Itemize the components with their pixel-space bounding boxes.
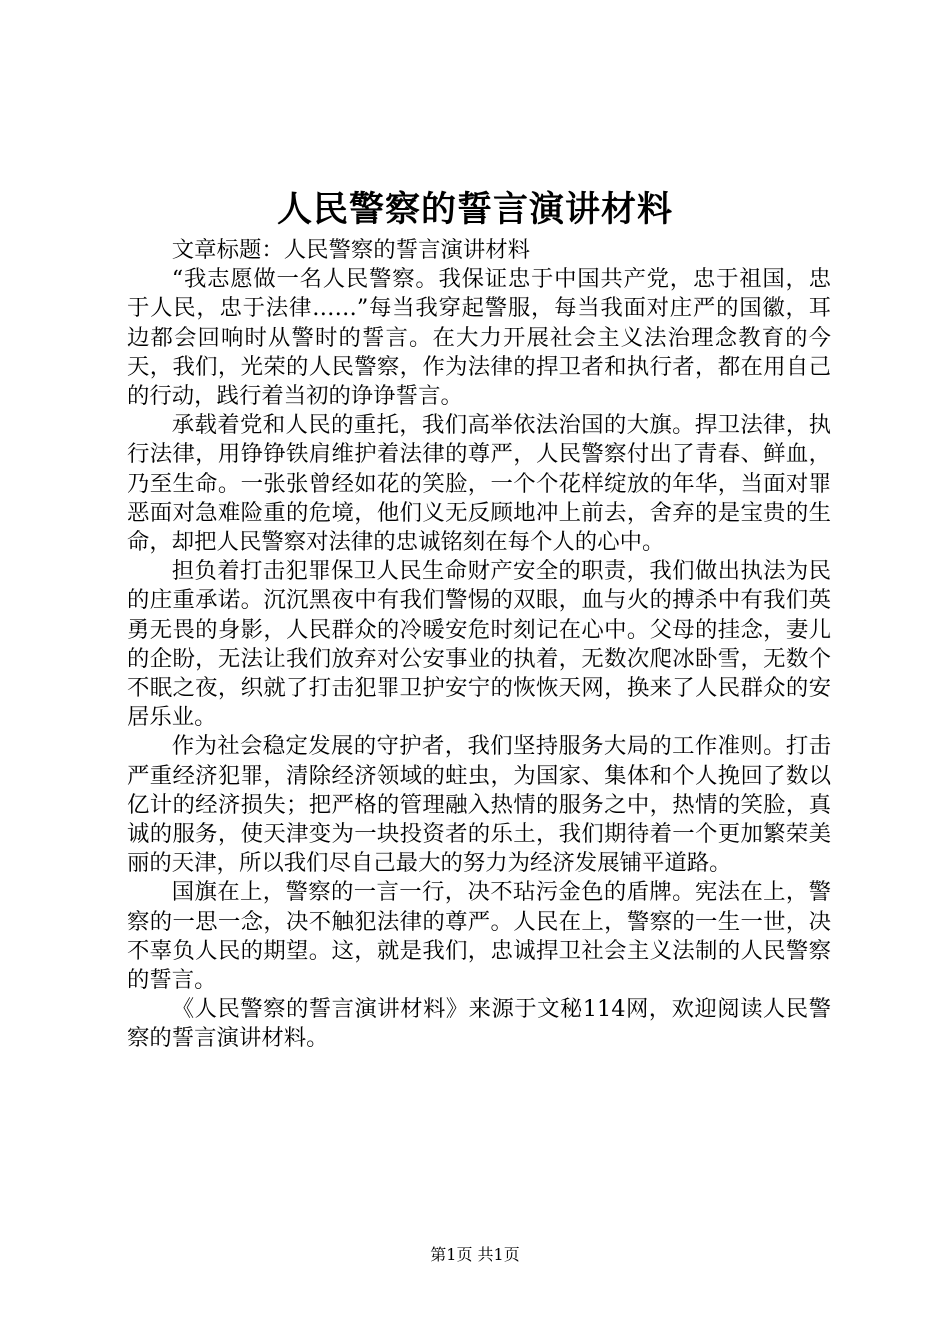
document-title: 人民警察的誓言演讲材料 [276,189,673,230]
paragraph-guardian: 作为社会稳定发展的守护者，我们坚持服务大局的工作准则。打击严重经济犯罪，清除经济领域的蛀虫，为国家、集体和个人挽回了数以亿计的经济损失；把严格的管理融入热情的服务之中，热情的笑脸，真诚的服务，使天津变为一块投资者的乐土，我们期待着一个更加繁荣美丽的天津，所以我们尽自己最大的努力为经济发展铺平道路。 [127,733,831,877]
paragraph-source: 《人民警察的誓言演讲材料》来源于文秘114网，欢迎阅读人民警察的誓言演讲材料。 [127,996,831,1052]
paragraph-flag: 国旗在上，警察的一言一行，决不玷污金色的盾牌。宪法在上，警察的一思一念，决不触犯法律的尊严。人民在上，警察的一生一世，决不辜负人民的期望。这，就是我们，忠诚捍卫社会主义法制的人民警察的誓言。 [127,879,831,994]
paragraph-article-title: 文章标题：人民警察的誓言演讲材料 [171,237,531,263]
paragraph-trust: 承载着党和人民的重托，我们高举依法治国的大旗。捍卫法律，执行法律，用铮铮铁肩维护着法律的尊严，人民警察付出了青春、鲜血，乃至生命。一张张曾经如花的笑脸，一个个花样绽放的年华，当面对罪恶面对急难险重的危境，他们义无反顾地冲上前去，舍弃的是宝贵的生命，却把人民警察对法律的忠诚铭刻在每个人的心中。 [127,412,831,556]
paragraph-oath: “我志愿做一名人民警察。我保证忠于中国共产党，忠于祖国，忠于人民，忠于法律……”每当我穿起警服，每当我面对庄严的国徽，耳边都会回响时从警时的誓言。在大力开展社会主义法治理念教育的今天，我们，光荣的人民警察，作为法律的捍卫者和执行者，都在用自己的行动，践行着当初的诤诤誓言。 [127,266,831,410]
document-body [127,236,831,1054]
paragraph-duty: 担负着打击犯罪保卫人民生命财产安全的职责，我们做出执法为民的庄重承诺。沉沉黑夜中有我们警惕的双眼，血与火的搏杀中有我们英勇无畏的身影，人民群众的冷暖安危时刻记在心中。父母的挂念，妻儿的企盼，无法让我们放弃对公安事业的执着，无数次爬冰卧雪，无数个不眠之夜，织就了打击犯罪卫护安宁的恢恢天网，换来了人民群众的安居乐业。 [127,558,831,731]
page-number-footer: 第1页 共1页 [430,1245,520,1264]
